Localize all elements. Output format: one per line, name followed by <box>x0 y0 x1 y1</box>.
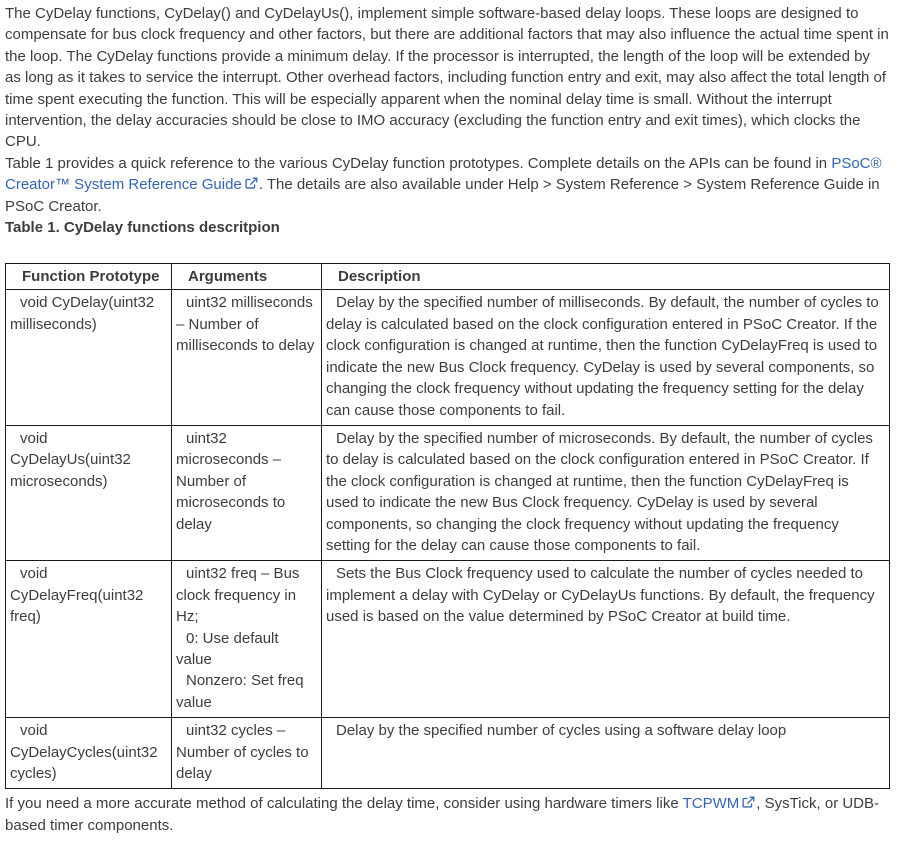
cell-paragraph: Delay by the specified number of cycles using a software delay loop <box>336 722 787 740</box>
header-arguments: Arguments <box>172 264 322 290</box>
intro-paragraph-2-after: . The details are also available under Help > System Reference > System Reference Guide in PSoC Creator. <box>5 176 880 215</box>
table-body <box>6 290 890 789</box>
table-row <box>6 561 890 718</box>
cell-paragraph: void CyDelayUs(uint32 microseconds) <box>10 429 131 490</box>
arguments-cell <box>172 425 322 560</box>
arguments-cell <box>172 561 322 718</box>
header-description: Description <box>322 264 890 290</box>
external-link-icon <box>245 177 258 190</box>
arguments-cell <box>172 290 322 425</box>
prototype-cell <box>6 718 172 789</box>
description-cell <box>322 425 890 560</box>
external-link-icon <box>742 796 755 809</box>
cell-paragraph: void CyDelayCycles(uint32 cycles) <box>10 722 158 782</box>
table-caption: Table 1. CyDelay functions descritpion <box>5 219 280 237</box>
cydelay-functions-table <box>5 263 890 789</box>
outro-before: If you need a more accurate method of calculating the delay time, consider using hardware timers like <box>5 795 683 813</box>
table-header-row <box>6 264 890 290</box>
cell-paragraph: Delay by the specified number of milliseconds. By default, the number of cycles to delay is calculated based on the clock configuration entered in PSoC Creator. If the clock configuration is changed at runtime, then the function CyDelayFreq is used to indicate the new Bus Clock frequency. CyDelay is used by several components, so changing the clock frequency without updating the frequency setting for the delay can cause those components to fail. <box>326 294 879 419</box>
cell-paragraph: Nonzero: Set freq value <box>176 672 304 711</box>
tcpwm-link-text: TCPWM <box>682 795 740 813</box>
table-row <box>6 290 890 425</box>
intro-paragraph-2-before: Table 1 provides a quick reference to the various CyDelay function prototypes. Complete details on the APIs can be found in <box>5 154 832 172</box>
outro-after: , SysTick, or UDB-based timer components. <box>5 795 880 834</box>
cell-paragraph: Delay by the specified number of microseconds. By default, the number of cycles to delay is calculated based on the clock configuration entered in PSoC Creator. If the clock configuration is changed at runtime, then the function CyDelayFreq is used to indicate the new Bus Clock frequency. CyDelay is used by several components, so changing the clock frequency without updating the frequency setting for the delay can cause those components to fail. <box>326 429 873 554</box>
table-row <box>6 718 890 789</box>
intro-paragraph-1-text: The CyDelay functions, CyDelay() and CyDelayUs(), implement simple software-based delay loops. These loops are designed to compensate for bus clock frequency and other factors, but there are additional factors that may also influence the actual time spent in the loop. The CyDelay functions provide a minimum delay. If the processor is interrupted, the length of the loop will be extended by as long as it takes to service the interrupt. Other overhead factors, including function entry and exit, may also affect the total length of time spent executing the function. This will be especially apparent when the nominal delay time is small. Without the interrupt intervention, the delay accuracies should be close to IMO accuracy (excluding the function entry and exit times), which clocks the CPU. <box>5 5 889 151</box>
cell-paragraph: void CyDelayFreq(uint32 freq) <box>10 565 144 626</box>
arguments-cell <box>172 718 322 789</box>
prototype-cell <box>6 290 172 425</box>
table-row <box>6 425 890 560</box>
prototype-cell <box>6 561 172 718</box>
header-function-prototype: Function Prototype <box>6 264 172 290</box>
prototype-cell <box>6 425 172 560</box>
description-cell <box>322 718 890 789</box>
description-cell <box>322 561 890 718</box>
outro-paragraph <box>5 793 889 836</box>
cell-paragraph: uint32 cycles – Number of cycles to delay <box>176 722 309 782</box>
description-cell <box>322 290 890 425</box>
system-reference-guide-link-text: PSoC® Creator™ System Reference Guide <box>5 154 882 194</box>
intro-paragraph-1 <box>5 3 889 153</box>
cell-paragraph: uint32 freq – Bus clock frequency in Hz; <box>176 565 300 626</box>
cell-paragraph: Sets the Bus Clock frequency used to calculate the number of cycles needed to implement a delay with CyDelay or CyDelayUs functions. By default, the frequency used is based on the value determined by PSoC Creator at build time. <box>326 565 875 626</box>
cell-paragraph: void CyDelay(uint32 milliseconds) <box>10 294 155 333</box>
tcpwm-link[interactable] <box>683 795 757 812</box>
intro-paragraph-2 <box>5 153 889 217</box>
cell-paragraph: 0: Use default value <box>176 629 279 668</box>
cell-paragraph: uint32 microseconds – Number of microseconds to delay <box>176 429 286 533</box>
cell-paragraph: uint32 milliseconds – Number of milliseconds to delay <box>176 294 315 355</box>
